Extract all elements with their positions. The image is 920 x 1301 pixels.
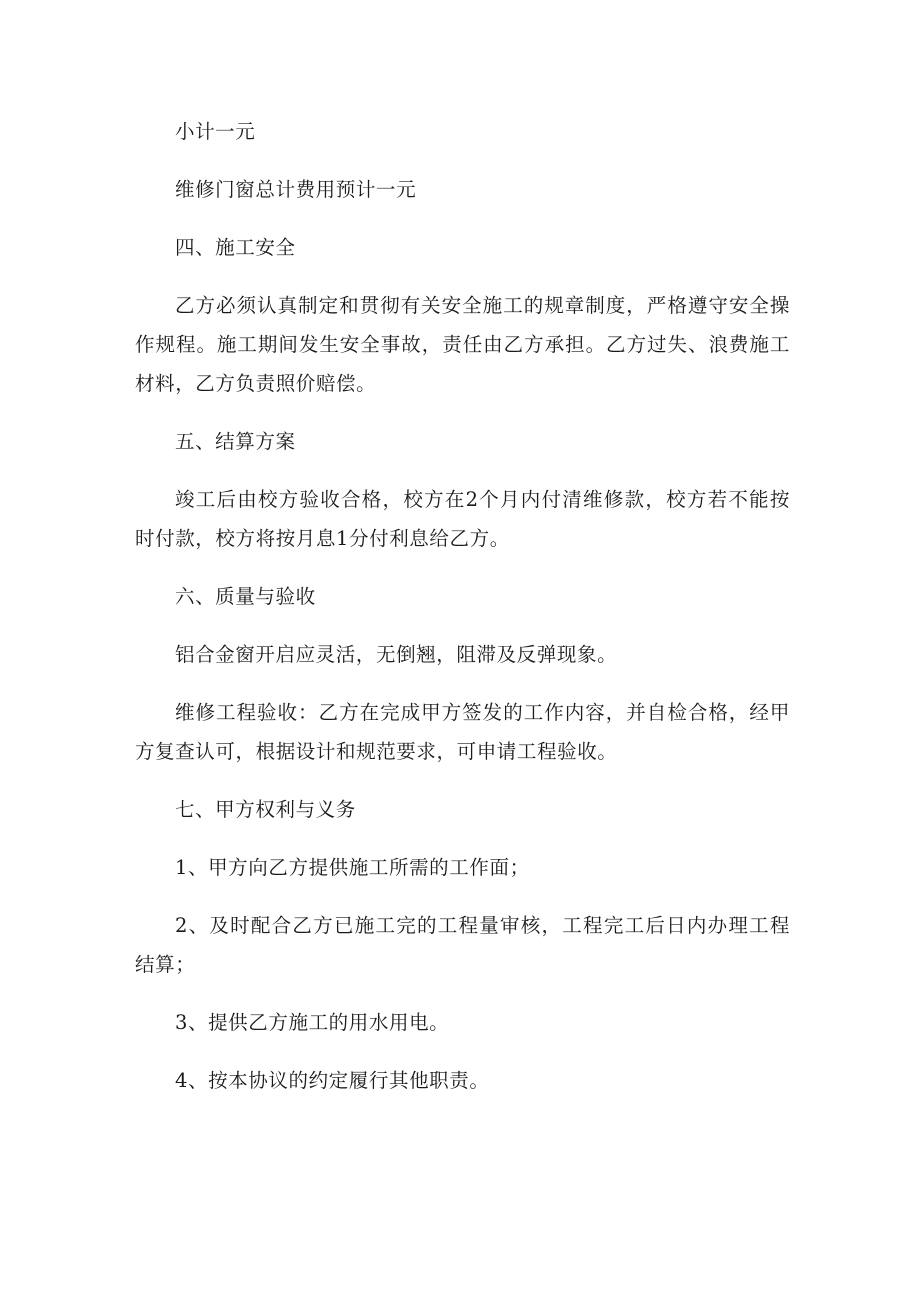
list-item: 2、及时配合乙方已施工完的工程量审核，工程完工后日内办理工程结算； [135,914,790,976]
list-item: 1、甲方向乙方提供施工所需的工作面； [174,856,530,879]
quality-paragraph: 铝合金窗开启应灵活，无倒翘，阻滞及反弹现象。 [174,643,618,666]
section-heading-quality: 六、质量与验收 [174,585,316,608]
section-heading-safety: 四、施工安全 [174,236,296,259]
acceptance-paragraph: 维修工程验收：乙方在完成甲方签发的工作内容，并自检合格，经甲方复查认可，根据设计和规范要求，可申请工程验收。 [135,701,790,763]
safety-paragraph: 乙方必须认真制定和贯彻有关安全施工的规章制度，严格遵守安全操作规程。施工期间发生安全事故，责任由乙方承担。乙方过失、浪费施工材料，乙方负责照价赔偿。 [135,294,790,395]
section-heading-party-a: 七、甲方权利与义务 [174,798,356,821]
list-item: 3、提供乙方施工的用水用电。 [174,1011,450,1034]
settlement-paragraph: 竣工后由校方验收合格，校方在2个月内付清维修款，校方若不能按时付款，校方将按月息1分付利息给乙方。 [135,488,790,550]
subtotal-line: 小计一元 [174,120,256,143]
section-heading-settlement: 五、结算方案 [174,430,296,453]
list-item: 4、按本协议的约定履行其他职责。 [174,1069,490,1092]
total-cost-line: 维修门窗总计费用预计一元 [174,178,417,201]
document-body [135,112,790,1119]
